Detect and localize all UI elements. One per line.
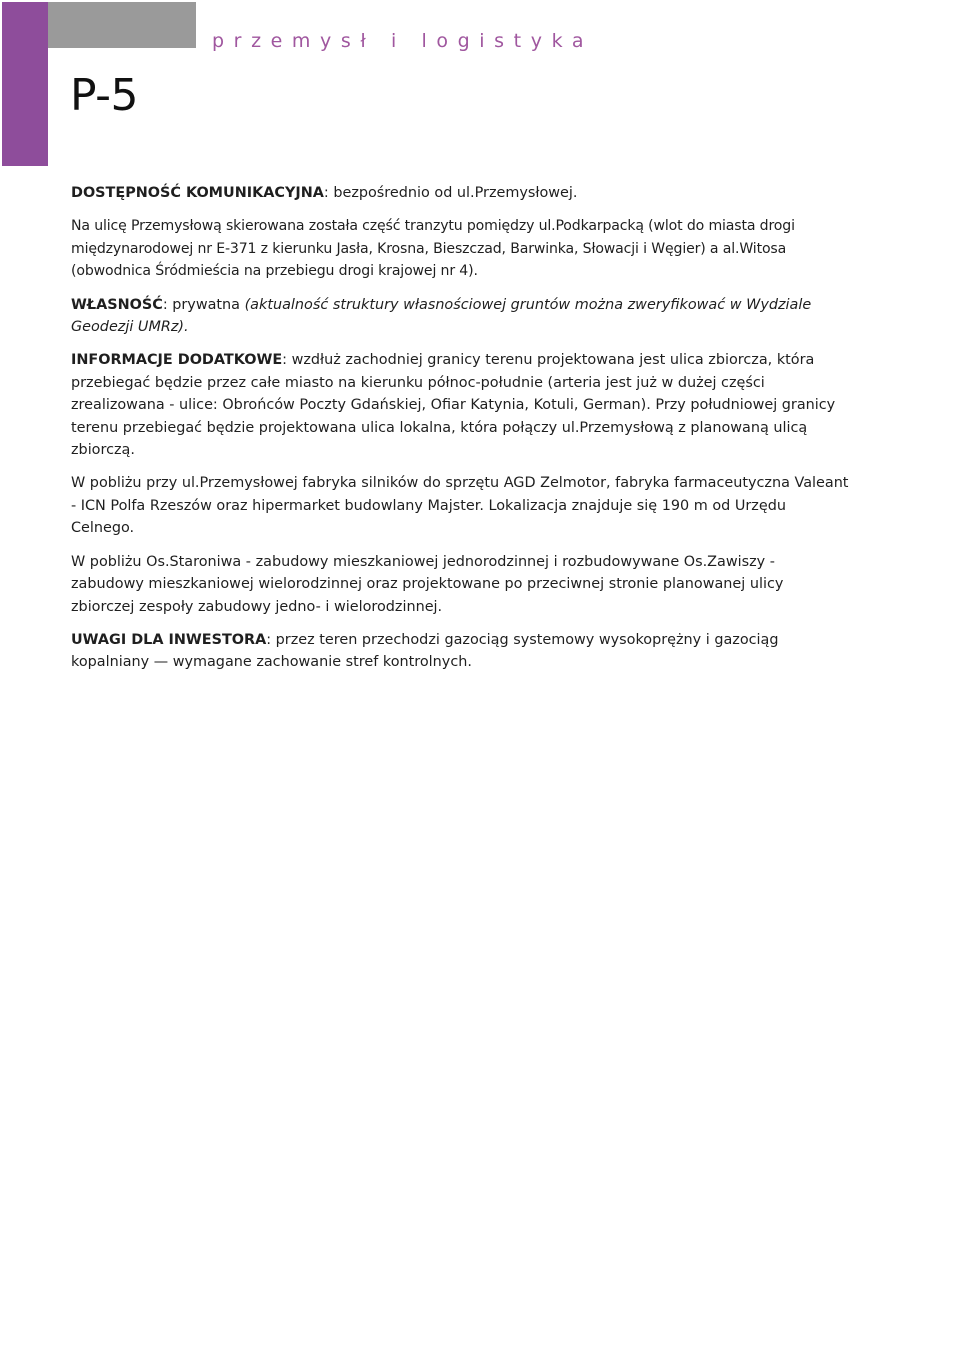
page-code: P-5	[70, 70, 138, 121]
additional-info-paragraph	[71, 349, 851, 461]
nearby-industry-paragraph	[71, 472, 851, 539]
nearby-housing-text: W pobliżu Os.Staroniwa - zabudowy mieszkaniowej jednorodzinnej i rozbudowywane Os.Zawiszy - zabudowy mieszkaniowej wielorodzinnej oraz projektowane po przeciwnej stronie planowanej ulicy zbiorczej zespoły zabudowy jedno- i wielorodzinnej.	[71, 553, 784, 615]
ownership-label: WŁASNOŚĆ	[71, 296, 163, 313]
nearby-housing-paragraph	[71, 551, 851, 618]
investor-notes-label: UWAGI DLA INWESTORA	[71, 631, 267, 648]
investor-notes-text: : przez teren przechodzi gazociąg systemowy wysokoprężny i gazociąg kopalniany — wymagane zachowanie stref kontrolnych.	[71, 631, 779, 671]
additional-info-text: : wzdłuż zachodniej granicy terenu projektowana jest ulica zbiorcza, która przebiegać będzie przez całe miasto na kierunku północ-południe (arteria jest już w dużej części zrealizowana - ulice: Obrońców Poczty Gdańskiej, Ofiar Katynia, Kotuli, German). Przy południowej granicy terenu przebiegać będzie projektowana ulica lokalna, która połączy ul.Przemysłową z planowaną ulicą zbiorczą.	[71, 352, 836, 459]
traffic-text: Na ulicę Przemysłową skierowana została część tranzytu pomiędzy ul.Podkarpacką (wlot do miasta drogi międzynarodowej nr E-371 z kierunku Jasła, Krosna, Bieszczad, Barwinka, Słowacji i Węgier) a al.Witosa (obwodnica Śródmieścia na przebiegu drogi krajowej nr 4).	[71, 218, 795, 280]
additional-info-label: INFORMACJE DODATKOWE	[71, 352, 283, 369]
header-purple-bar	[2, 2, 48, 166]
access-paragraph	[71, 182, 851, 204]
ownership-text: : prywatna	[162, 296, 245, 313]
investor-notes-paragraph	[71, 629, 851, 674]
traffic-paragraph	[71, 215, 851, 282]
nearby-industry-text: W pobliżu przy ul.Przemysłowej fabryka silników do sprzętu AGD Zelmotor, fabryka farmaceutyczna Valeant - ICN Polfa Rzeszów oraz hipermarket budowlany Majster. Lokalizacja znajduje się 190 m od Urzędu Celnego.	[71, 475, 849, 537]
access-text: : bezpośrednio od ul.Przemysłowej.	[323, 185, 578, 201]
ownership-note: (aktualność struktury własnościowej gruntów można zweryfikować w Wydziale Geodezji UMRz).	[71, 296, 812, 336]
document-content	[71, 182, 851, 685]
access-label: DOSTĘPNOŚĆ KOMUNIKACYJNA	[71, 185, 324, 201]
header-gray-bar	[48, 2, 196, 48]
ownership-paragraph	[71, 294, 851, 339]
category-title: przemysł i logistyka	[212, 30, 594, 52]
